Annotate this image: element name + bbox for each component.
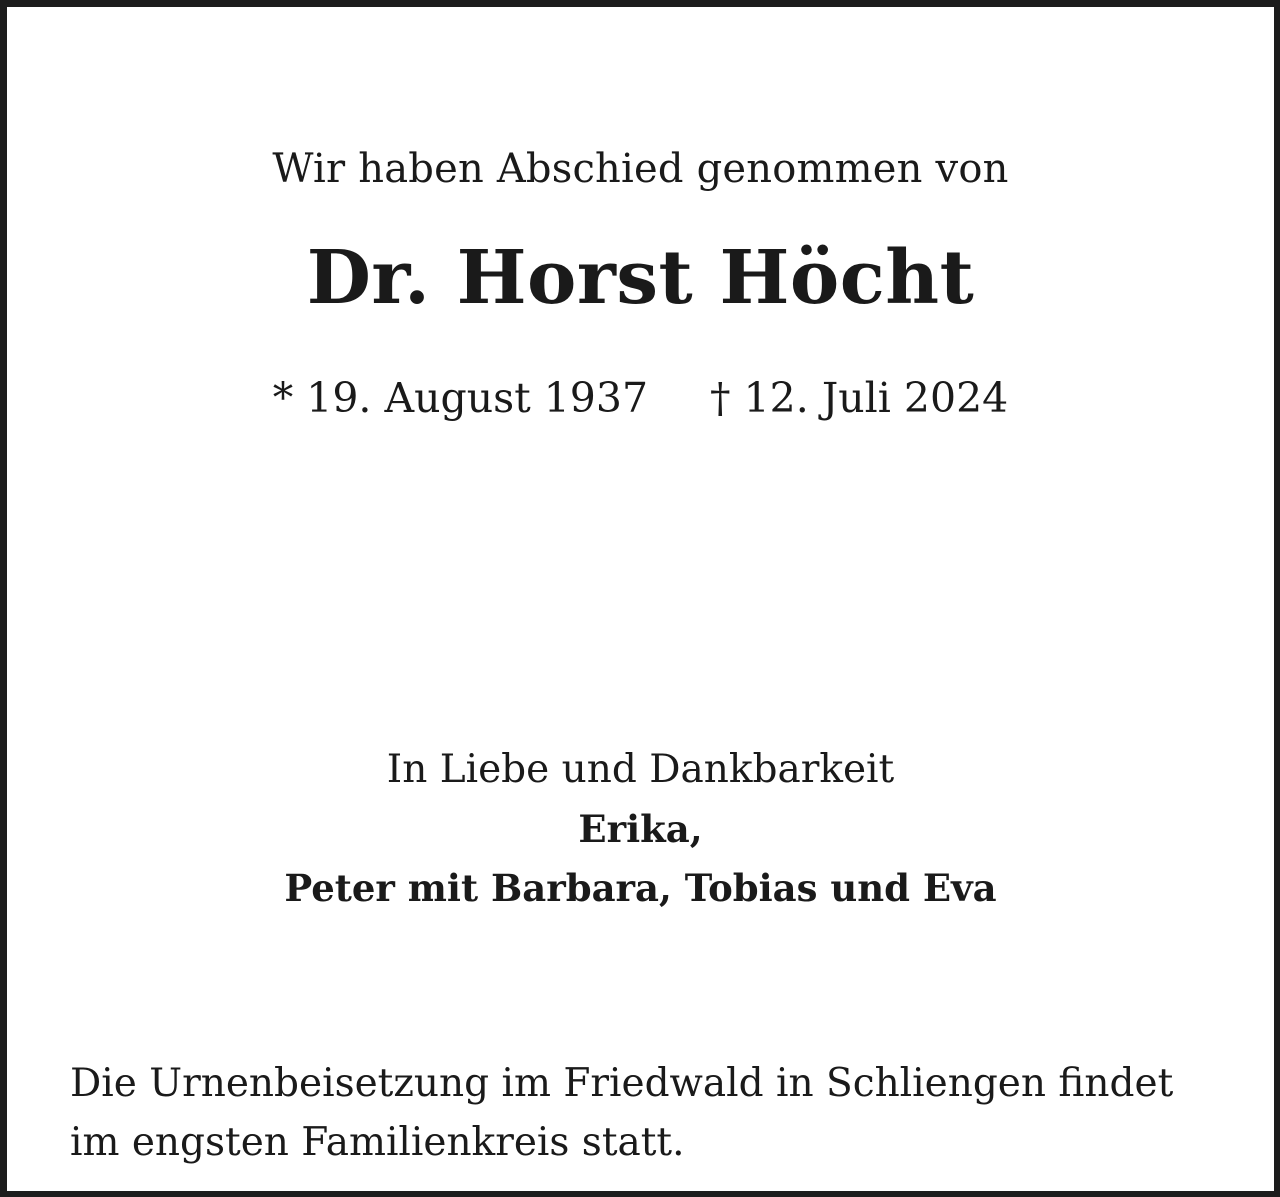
family-line-1: Erika,	[578, 807, 703, 851]
burial-notice: Die Urnenbeisetzung im Friedwald in Schliengen findet im engsten Familienkreis statt.	[70, 1061, 1174, 1165]
deceased-name: Dr. Horst Höcht	[306, 235, 975, 321]
death-date: † 12. Juli 2024	[710, 374, 1009, 422]
thanks-text: In Liebe und Dankbarkeit	[386, 747, 895, 792]
life-dates	[7, 374, 1274, 422]
family-line-2: Peter mit Barbara, Tobias und Eva	[284, 866, 997, 910]
intro-text: Wir haben Abschied genommen von	[272, 146, 1009, 192]
birth-date: * 19. August 1937	[272, 374, 649, 422]
